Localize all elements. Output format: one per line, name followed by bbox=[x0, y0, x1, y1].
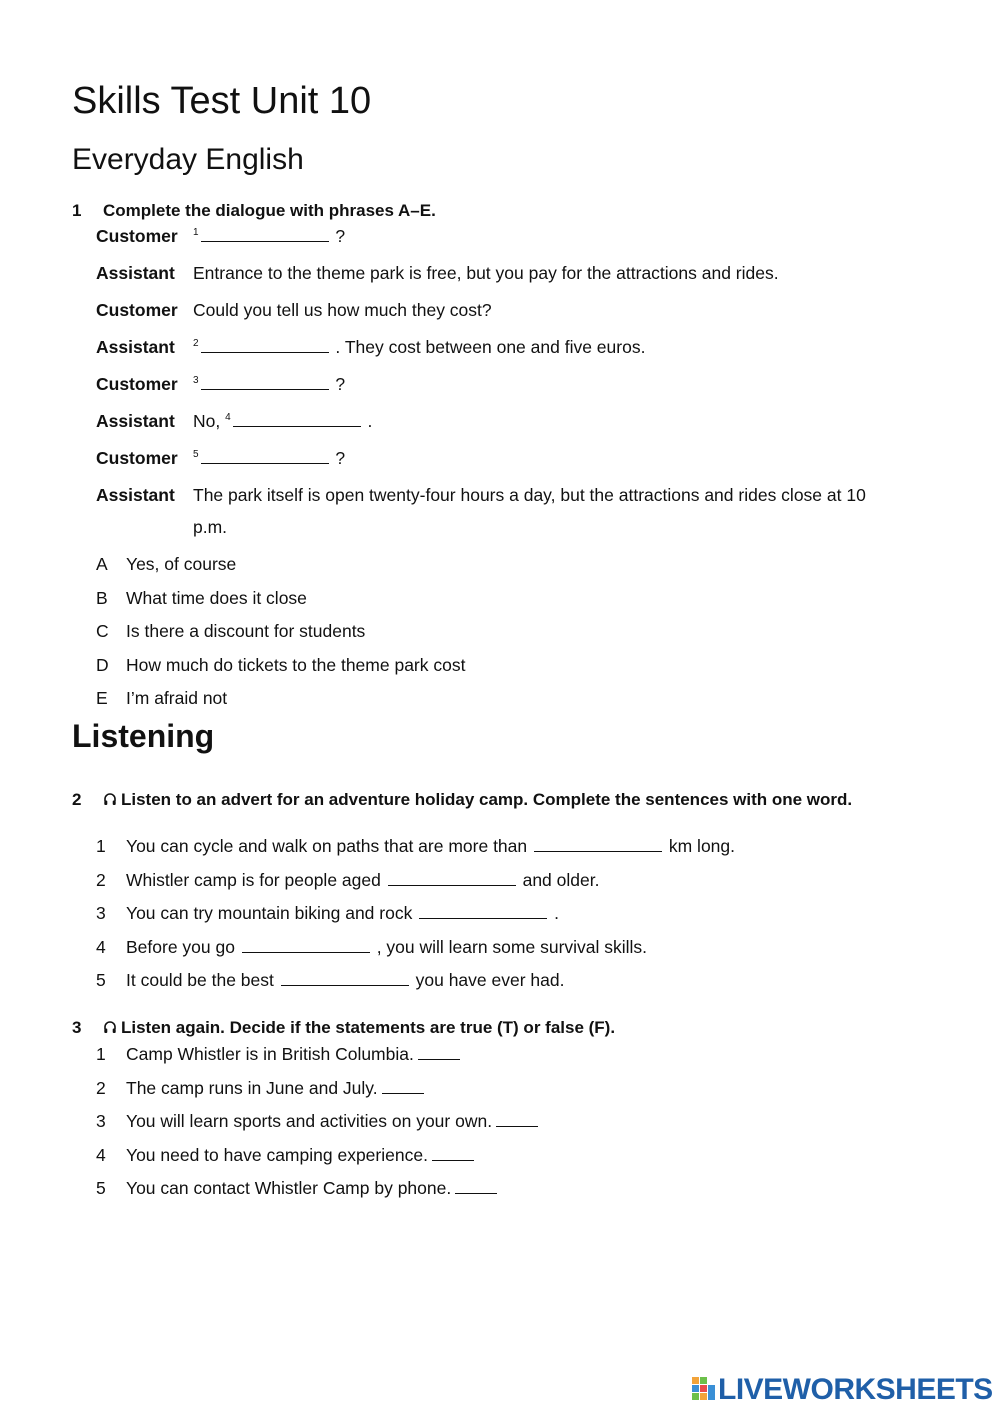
option-text: Yes, of course bbox=[126, 554, 237, 574]
option-text: Is there a discount for students bbox=[126, 621, 366, 641]
list-item: You need to have camping experience. bbox=[126, 1145, 474, 1166]
speaker-label: Assistant bbox=[96, 411, 175, 431]
item-number: 1 bbox=[96, 1044, 106, 1064]
list-item: Whistler camp is for people aged and older. bbox=[126, 870, 600, 890]
headphones-icon bbox=[103, 1020, 117, 1034]
answer-blank[interactable] bbox=[201, 337, 329, 353]
option-letter: B bbox=[96, 588, 108, 608]
dialogue-line: Entrance to the theme park is free, but you pay for the attractions and rides. bbox=[193, 263, 779, 283]
question-instruction bbox=[103, 789, 893, 811]
item-number: 4 bbox=[96, 937, 106, 957]
option-text: What time does it close bbox=[126, 588, 307, 608]
list-item: You can contact Whistler Camp by phone. bbox=[126, 1178, 497, 1199]
speaker-label: Customer bbox=[96, 448, 178, 468]
answer-blank[interactable] bbox=[201, 374, 329, 390]
speaker-label: Assistant bbox=[96, 263, 175, 283]
dialogue-line bbox=[193, 226, 345, 247]
line-text: ? bbox=[330, 226, 346, 246]
answer-blank[interactable] bbox=[281, 970, 409, 986]
logo-text: LIVEWORKSHEETS bbox=[718, 1373, 993, 1406]
list-item: You can try mountain biking and rock . bbox=[126, 903, 559, 923]
line-text: . They cost between one and five euros. bbox=[330, 337, 646, 357]
speaker-label: Assistant bbox=[96, 337, 175, 357]
dialogue-line: Could you tell us how much they cost? bbox=[193, 300, 492, 320]
answer-blank[interactable] bbox=[418, 1044, 460, 1060]
list-item: The camp runs in June and July. bbox=[126, 1078, 424, 1099]
item-number: 3 bbox=[96, 1111, 106, 1131]
line-text: ? bbox=[330, 374, 346, 394]
answer-blank[interactable] bbox=[201, 448, 329, 464]
item-number: 3 bbox=[96, 903, 106, 923]
answer-blank[interactable] bbox=[496, 1111, 538, 1127]
section-title-everyday-english: Everyday English bbox=[72, 143, 304, 176]
dialogue-line bbox=[193, 374, 345, 395]
question-instruction bbox=[103, 1017, 615, 1039]
headphones-icon bbox=[103, 792, 117, 806]
answer-blank[interactable] bbox=[534, 836, 662, 852]
list-item: You will learn sports and activities on your own. bbox=[126, 1111, 538, 1132]
item-number: 5 bbox=[96, 970, 106, 990]
section-title-listening: Listening bbox=[72, 718, 215, 754]
answer-blank[interactable] bbox=[242, 937, 370, 953]
gap-number: 4 bbox=[225, 412, 231, 424]
option-letter: E bbox=[96, 688, 108, 708]
question-instruction: Complete the dialogue with phrases A–E. bbox=[103, 201, 436, 220]
liveworksheets-logo[interactable] bbox=[692, 1374, 993, 1406]
logo-blocks-icon bbox=[692, 1377, 716, 1403]
speaker-label: Customer bbox=[96, 374, 178, 394]
dialogue-line bbox=[193, 448, 345, 469]
list-item: Camp Whistler is in British Columbia. bbox=[126, 1044, 460, 1065]
option-letter: C bbox=[96, 621, 109, 641]
list-item: It could be the best you have ever had. bbox=[126, 970, 565, 990]
option-text: How much do tickets to the theme park cost bbox=[126, 655, 466, 675]
speaker-label: Customer bbox=[96, 226, 178, 246]
question-number: 1 bbox=[72, 201, 82, 220]
speaker-label: Customer bbox=[96, 300, 178, 320]
list-item: Before you go , you will learn some survival skills. bbox=[126, 937, 648, 957]
answer-blank[interactable] bbox=[382, 1078, 424, 1094]
line-text: ? bbox=[330, 448, 346, 468]
gap-number: 1 bbox=[193, 227, 199, 239]
question-number: 2 bbox=[72, 790, 82, 809]
question-number: 3 bbox=[72, 1018, 82, 1037]
answer-blank[interactable] bbox=[388, 870, 516, 886]
dialogue-line: The park itself is open twenty-four hours a day, but the attractions and rides close at 10 p.m. bbox=[193, 485, 866, 537]
dialogue-line bbox=[193, 411, 372, 432]
line-text: . bbox=[362, 411, 373, 431]
instruction-text: Listen to an advert for an adventure holiday camp. Complete the sentences with one word. bbox=[121, 790, 853, 809]
answer-blank[interactable] bbox=[201, 226, 329, 242]
answer-blank[interactable] bbox=[455, 1178, 497, 1194]
line-text: No, bbox=[193, 411, 226, 431]
answer-blank[interactable] bbox=[233, 411, 361, 427]
gap-number: 5 bbox=[193, 449, 199, 461]
item-number: 5 bbox=[96, 1178, 106, 1198]
item-number: 2 bbox=[96, 1078, 106, 1098]
speaker-label: Assistant bbox=[96, 485, 175, 505]
gap-number: 2 bbox=[193, 338, 199, 350]
item-number: 4 bbox=[96, 1145, 106, 1165]
option-letter: D bbox=[96, 655, 109, 675]
page-title: Skills Test Unit 10 bbox=[72, 80, 372, 122]
item-number: 2 bbox=[96, 870, 106, 890]
answer-blank[interactable] bbox=[419, 903, 547, 919]
list-item: You can cycle and walk on paths that are more than km long. bbox=[126, 836, 735, 856]
dialogue-line bbox=[193, 337, 645, 358]
instruction-text: Listen again. Decide if the statements are true (T) or false (F). bbox=[121, 1018, 616, 1037]
item-number: 1 bbox=[96, 836, 106, 856]
option-letter: A bbox=[96, 554, 108, 574]
gap-number: 3 bbox=[193, 375, 199, 387]
answer-blank[interactable] bbox=[432, 1145, 474, 1161]
option-text: I’m afraid not bbox=[126, 688, 228, 708]
